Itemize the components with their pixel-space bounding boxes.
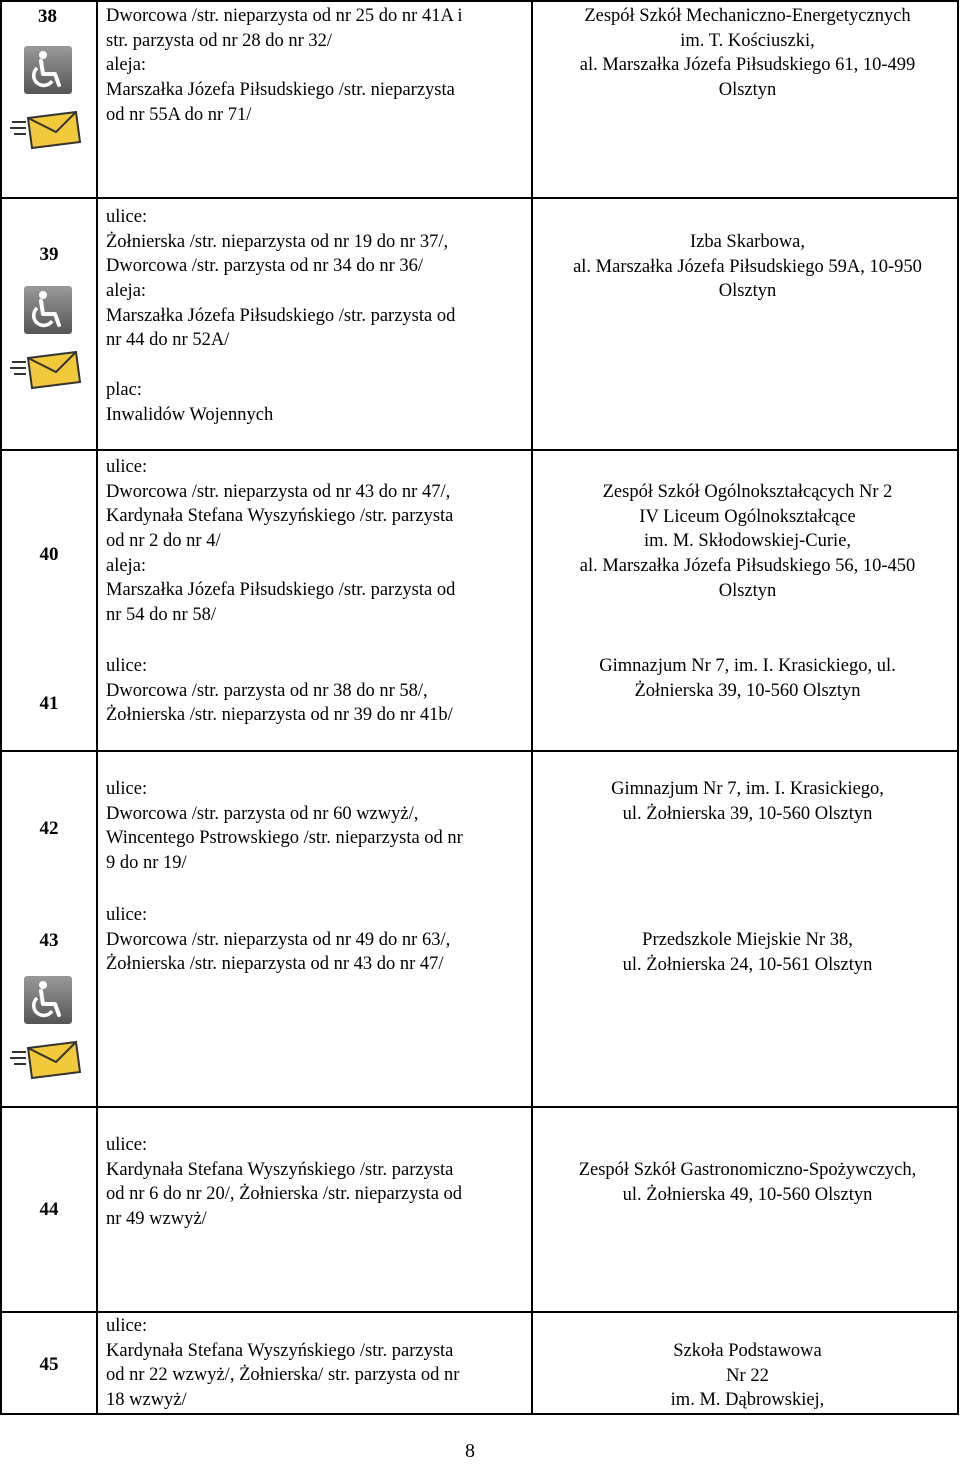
wheelchair-icon xyxy=(24,46,72,94)
venue-line: Przedszkole Miejskie Nr 38, xyxy=(642,930,853,950)
venue-line: Zespół Szkół Mechaniczno-Energetycznych xyxy=(584,6,911,26)
venue-line: im. M. Skłodowskiej-Curie, xyxy=(643,531,852,552)
street-list xyxy=(106,455,531,628)
envelope-icon xyxy=(10,348,82,392)
street-line: od nr 22 wzwyż/, Żołnierska/ str. parzysta od nr xyxy=(106,1365,460,1386)
venue-line: Nr 22 xyxy=(726,1365,769,1386)
row-border-38-39 xyxy=(0,197,959,199)
row-border-43-44 xyxy=(0,1106,959,1108)
venue-line: ul. Żołnierska 49, 10-560 Olsztyn xyxy=(622,1184,873,1205)
street-line: Żołnierska /str. nieparzysta od nr 39 do nr 41b/ xyxy=(106,705,453,726)
street-list xyxy=(106,654,531,728)
row-number: 43 xyxy=(39,930,59,951)
venue-line: Gimnazjum Nr 7, im. I. Krasickiego, xyxy=(611,779,884,799)
venue-address xyxy=(536,1158,959,1207)
row-number: 39 xyxy=(39,244,59,265)
street-line: od nr 6 do nr 20/, Żołnierska /str. nieparzysta od xyxy=(106,1184,463,1205)
street-list xyxy=(106,903,531,977)
venue-line: al. Marszałka Józefa Piłsudskiego 59A, 10-950 xyxy=(573,256,922,277)
venue-line: al. Marszałka Józefa Piłsudskiego 56, 10-450 xyxy=(579,556,916,577)
col-border-2 xyxy=(531,0,533,1415)
street-line: ulice: xyxy=(106,779,148,799)
street-line: plac: xyxy=(106,379,142,400)
page-number: 8 xyxy=(465,1440,475,1462)
street-line: ulice: xyxy=(106,457,148,477)
street-line: Dworcowa /str. nieparzysta od nr 49 do nr 63/, xyxy=(106,929,451,950)
venue-address xyxy=(536,230,959,304)
street-line: aleja: xyxy=(106,555,147,576)
venue-line: Olsztyn xyxy=(718,580,777,601)
venue-address xyxy=(536,654,959,703)
street-line: Dworcowa /str. parzysta od nr 34 do nr 36/ xyxy=(106,256,424,277)
venue-line: Izba Skarbowa, xyxy=(689,232,806,252)
street-line: Żołnierska /str. nieparzysta od nr 19 do nr 37/, xyxy=(106,231,449,252)
row-number: 42 xyxy=(39,818,59,839)
street-list xyxy=(106,1133,531,1232)
street-line: ulice: xyxy=(106,207,148,227)
row-icons xyxy=(10,976,90,1082)
street-list xyxy=(106,1314,531,1413)
row-border-41-42 xyxy=(0,750,959,752)
venue-address xyxy=(536,777,959,826)
street-line-spacer xyxy=(106,353,531,378)
row-number: 38 xyxy=(38,6,57,27)
street-line: Dworcowa /str. parzysta od nr 60 wzwyż/, xyxy=(106,803,419,824)
street-list xyxy=(106,205,531,427)
street-line: Kardynała Stefana Wyszyńskiego /str. parzysta xyxy=(106,1340,454,1361)
row-icons xyxy=(10,286,90,392)
venue-line: IV Liceum Ogólnokształcące xyxy=(639,506,856,527)
row-border-39-40 xyxy=(0,449,959,451)
street-line: od nr 55A do nr 71/ xyxy=(106,104,252,125)
venue-line: Olsztyn xyxy=(718,80,777,101)
street-line: 9 do nr 19/ xyxy=(106,853,187,874)
street-line: od nr 2 do nr 4/ xyxy=(106,531,221,552)
row-border-bottom xyxy=(0,1413,959,1415)
street-line: Marszałka Józefa Piłsudskiego /str. parzysta od xyxy=(106,580,456,601)
street-line: str. parzysta od nr 28 do nr 32/ xyxy=(106,30,333,51)
street-line: Dworcowa /str. parzysta od nr 38 do nr 58/, xyxy=(106,680,428,701)
venue-line: Gimnazjum Nr 7, im. I. Krasickiego, ul. xyxy=(599,656,896,676)
street-line: Kardynała Stefana Wyszyńskiego /str. parzysta xyxy=(106,506,454,527)
street-list xyxy=(106,4,531,127)
row-number: 45 xyxy=(39,1354,59,1375)
col-border-1 xyxy=(96,0,98,1415)
street-line: Marszałka Józefa Piłsudskiego /str. parzysta od xyxy=(106,305,456,326)
street-line: Wincentego Pstrowskiego /str. nieparzysta od nr xyxy=(106,828,463,849)
row-number: 44 xyxy=(39,1199,59,1220)
street-line: ulice: xyxy=(106,1316,148,1336)
envelope-icon xyxy=(10,108,82,152)
venue-line: ul. Żołnierska 24, 10-561 Olsztyn xyxy=(622,954,873,975)
venue-line: Zespół Szkół Ogólnokształcących Nr 2 xyxy=(602,482,893,502)
street-line: Dworcowa /str. nieparzysta od nr 43 do nr 47/, xyxy=(106,481,451,502)
street-line: aleja: xyxy=(106,281,147,302)
wheelchair-icon xyxy=(24,286,72,334)
street-line: nr 49 wzwyż/ xyxy=(106,1209,207,1230)
venue-line: Żołnierska 39, 10-560 Olsztyn xyxy=(634,680,861,701)
wheelchair-icon xyxy=(24,976,72,1024)
street-line: Kardynała Stefana Wyszyńskiego /str. parzysta xyxy=(106,1159,454,1180)
venue-address xyxy=(536,928,959,977)
row-number: 41 xyxy=(39,693,59,714)
venue-line: im. M. Dąbrowskiej, xyxy=(670,1390,825,1411)
row-border-top xyxy=(0,0,959,2)
street-line: Dworcowa /str. nieparzysta od nr 25 do nr 41A i xyxy=(106,6,463,26)
venue-address xyxy=(536,4,959,103)
venue-line: im. T. Kościuszki, xyxy=(680,30,815,51)
street-line: ulice: xyxy=(106,1135,148,1155)
envelope-icon xyxy=(10,1038,82,1082)
street-line: ulice: xyxy=(106,656,148,676)
row-number: 40 xyxy=(39,544,59,565)
venue-line: Olsztyn xyxy=(718,281,777,302)
venue-line: ul. Żołnierska 39, 10-560 Olsztyn xyxy=(622,803,873,824)
venue-line: al. Marszałka Józefa Piłsudskiego 61, 10-499 xyxy=(579,55,916,76)
street-line: nr 44 do nr 52A/ xyxy=(106,330,230,351)
row-icons xyxy=(10,46,90,152)
street-list xyxy=(106,777,531,876)
street-line: aleja: xyxy=(106,55,147,76)
street-line: 18 wzwyż/ xyxy=(106,1390,187,1411)
street-line: nr 54 do nr 58/ xyxy=(106,605,216,626)
street-line: Marszałka Józefa Piłsudskiego /str. nieparzysta xyxy=(106,80,455,101)
street-line: Żołnierska /str. nieparzysta od nr 43 do nr 47/ xyxy=(106,954,444,975)
street-line: Inwalidów Wojennych xyxy=(106,404,274,425)
venue-address xyxy=(536,1339,959,1413)
venue-line: Zespół Szkół Gastronomiczno-Spożywczych, xyxy=(578,1160,917,1180)
street-line: ulice: xyxy=(106,905,148,925)
row-border-44-45 xyxy=(0,1311,959,1313)
venue-line: Szkoła Podstawowa xyxy=(673,1341,822,1361)
venue-address xyxy=(536,480,959,603)
